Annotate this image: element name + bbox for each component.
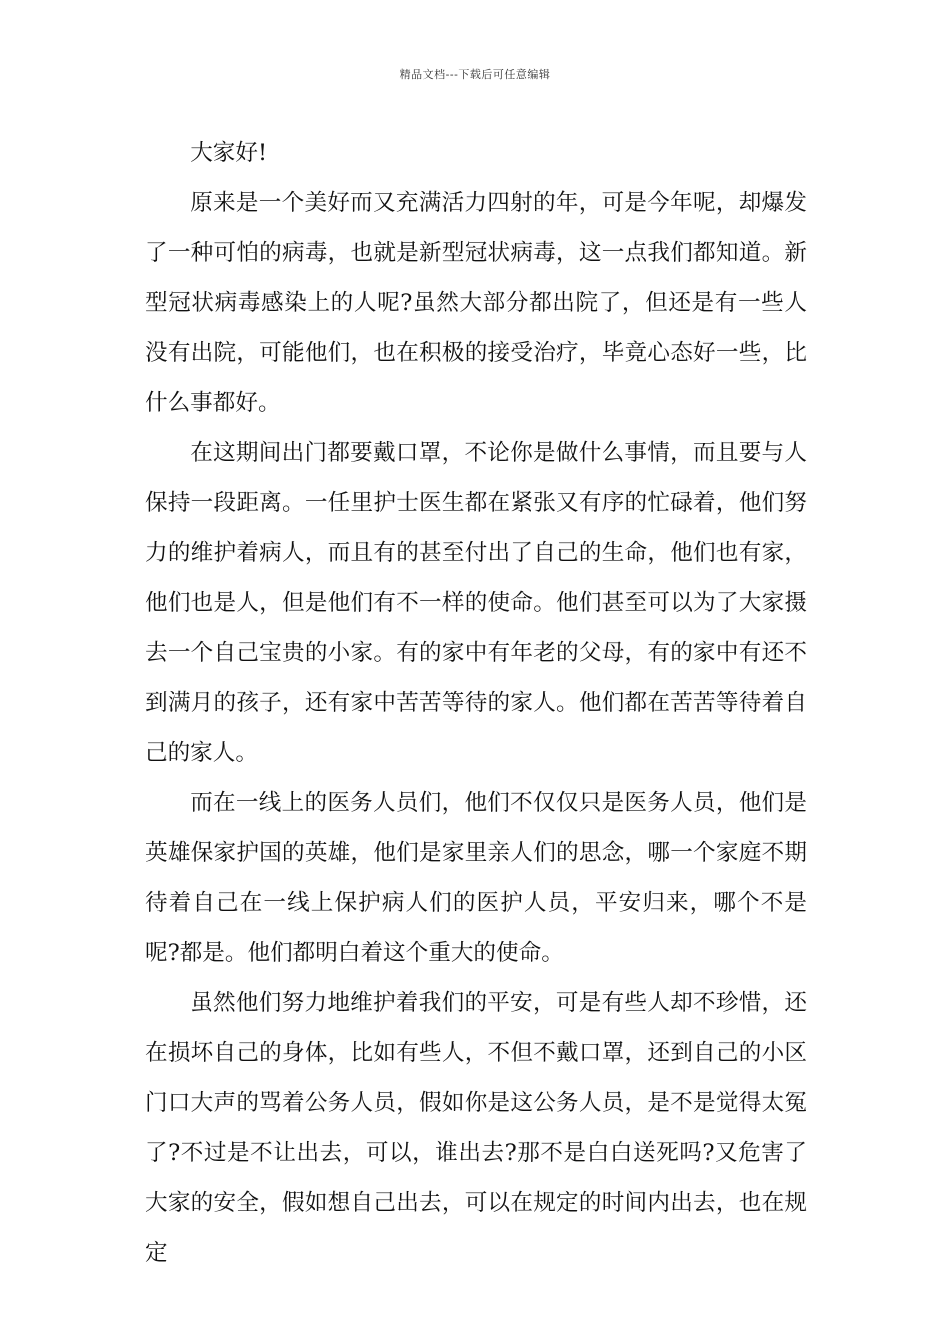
- document-body: [145, 128, 807, 1278]
- page-header: 精品文档---下载后可任意编辑: [399, 68, 551, 81]
- body-paragraph: 而在一线上的医务人员们，他们不仅仅只是医务人员，他们是英雄保家护国的英雄，他们是家里亲人们的思念，哪一个家庭不期待着自己在一线上保护病人们的医护人员，平安归来，哪个不是呢?都是。他们都明白着这个重大的使命。: [145, 790, 807, 966]
- body-paragraph: 原来是一个美好而又充满活力四射的年，可是今年呢，却爆发了一种可怕的病毒，也就是新型冠状病毒，这一点我们都知道。新型冠状病毒感染上的人呢?虽然大部分都出院了，但还是有一些人没有出院，可能他们，也在积极的接受治疗，毕竟心态好一些，比什么事都好。: [145, 190, 807, 416]
- body-paragraph: 在这期间出门都要戴口罩，不论你是做什么事情，而且要与人保持一段距离。一任里护士医生都在紧张又有序的忙碌着，他们努力的维护着病人，而且有的甚至付出了自己的生命，他们也有家，他们也是人，但是他们有不一样的使命。他们甚至可以为了大家摄去一个自己宝贵的小家。有的家中有年老的父母，有的家中有还不到满月的孩子，还有家中苦苦等待的家人。他们都在苦苦等待着自己的家人。: [145, 440, 807, 766]
- body-paragraph: 虽然他们努力地维护着我们的平安，可是有些人却不珍惜，还在损坏自己的身体，比如有些人，不但不戴口罩，还到自己的小区门口大声的骂着公务人员，假如你是这公务人员，是不是觉得太冤了?不过是不让出去，可以，谁出去?那不是白白送死吗?又危害了大家的安全，假如想自己出去，可以在规定的时间内出去，也在规定: [145, 990, 807, 1266]
- greeting-paragraph: 大家好!: [190, 140, 268, 166]
